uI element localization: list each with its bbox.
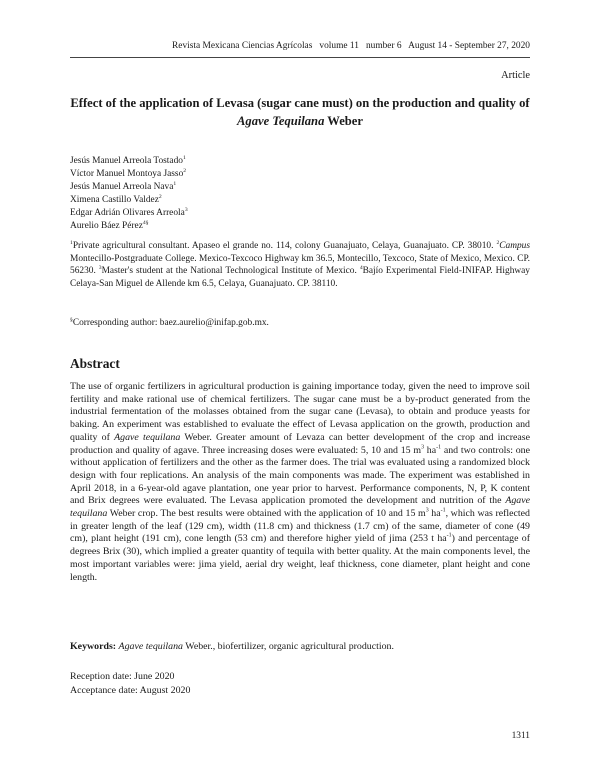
author: Ximena Castillo Valdez$^2$ xyxy=(70,193,162,205)
running-head xyxy=(172,41,530,51)
author: Jesús Manuel Arreola Tostado$^1$ xyxy=(70,154,186,166)
article-type: Article xyxy=(501,70,530,81)
author: Víctor Manuel Montoya Jasso$^2$ xyxy=(70,167,187,179)
reception-dates xyxy=(70,670,190,697)
title-suffix: Weber xyxy=(324,113,363,128)
author-list xyxy=(70,155,188,232)
reception-date: Reception date: June 2020 xyxy=(70,671,175,682)
page-number: 1311 xyxy=(511,731,530,741)
title-text: Effect of the application of Levasa (sugar cane must) on the production and quality of xyxy=(70,96,530,110)
acceptance-date: Acceptance date: August 2020 xyxy=(70,684,191,696)
affiliations: $^1$Private agricultural consultant. Apaseo el grande no. 114, colony Guanajuato, Celaya, Guanajuato. CP. 38010. $^2$Campus Montecillo-Postgraduate College. Mexico-Texcoco Highway km 36.5, Montecillo, Texcoco, State of Mexico, Mexico. CP. 56230. $^3$Master's student at the National Technological Institute of Mexico. $^4$Bajío Experimental Field-INIFAP. Highway Celaya-San Miguel de Allende km 6.5, Celaya, Guanajuato. CP. 38110. xyxy=(70,239,530,290)
keywords-label: Keywords: xyxy=(70,641,117,652)
article-title xyxy=(70,95,530,130)
corresponding-author: §Corresponding author: baez.aurelio@inifap.gob.mx. xyxy=(70,316,269,328)
journal-dates: August 14 - September 27, 2020 xyxy=(408,41,530,51)
abstract-body: The use of organic fertilizers in agricultural production is gaining importance today, given the need to improve soil fertility and make rational use of chemical fertilizers. The sugar cane must be a by-product generated from the industrial fermentation of the molasses obtained from the sugar cane (Levasa), to obtain and produce yeasts for baking. An experiment was established to evaluate the effect of Levasa application on the growth, production and quality of Agave tequilana Weber. Greater amount of Levaza can better development of the crop and increase production and quality of agave. Three increasing doses were evaluated: 5, 10 and 15 $m^3$ $ha^{-1}$ and two controls: one without application of fertilizers and the other as the farmer does. The trial was evaluated using a randomized block design with four replications. An analysis of the main components was made. The experiment was established in April 2018, in a 6-year-old agave plantation, one year prior to harvest. Performance components, N, P, K content and Brix degrees were evaluated. The Levasa application promoted the development and nutrition of the Agave tequilana Weber crop. The best results were obtained with the application of 10 and 15 $m^3$ $ha^{-1}$, which was reflected in greater length of the leaf (129 cm), width (11.8 cm) and thickness (1.7 cm) of the same, diameter of cone (49 cm), plant height (191 cm), cone length (53 cm) and therefore higher yield of jima (253 t $ha^{-1}$) and percentage of degrees Brix (30), which implied a greater quantity of tequila with better quality. At the main components level, the most important variables were: jima yield, aerial dry weight, leaf thickness, cone diameter, plant height and cone length. xyxy=(70,381,530,583)
journal-name: Revista Mexicana Ciencias Agrícolas xyxy=(172,41,313,51)
journal-volume: volume 11 xyxy=(319,41,359,51)
header-divider xyxy=(70,57,530,58)
title-species: Agave Tequilana xyxy=(237,113,325,128)
author: Aurelio Báez Pérez$^{4\S}$ xyxy=(70,219,149,231)
journal-number: number 6 xyxy=(365,41,402,51)
keywords: Keywords: Agave tequilana Weber., biofertilizer, organic agricultural production. xyxy=(70,641,394,652)
author: Edgar Adrián Olivares Arreola$^3$ xyxy=(70,206,188,218)
abstract-heading: Abstract xyxy=(70,356,120,371)
author: Jesús Manuel Arreola Nava$^1$ xyxy=(70,180,177,192)
